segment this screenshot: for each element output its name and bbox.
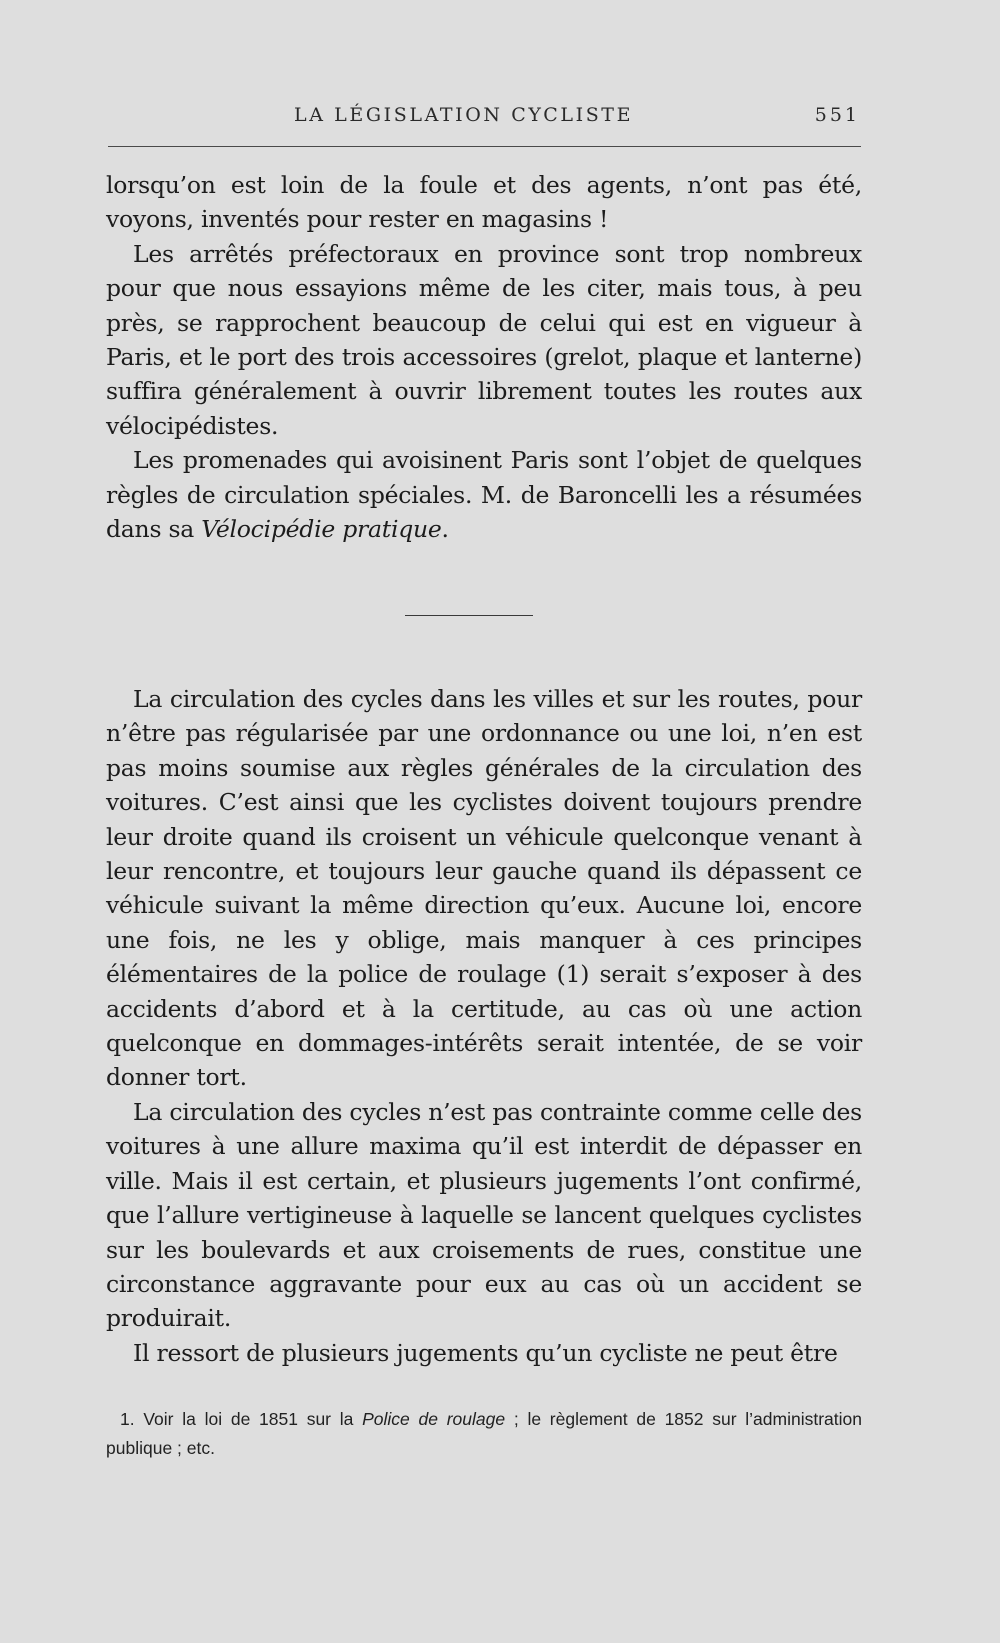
paragraph-promenades [106, 443, 862, 546]
running-head [108, 104, 860, 134]
page-number: 551 [814, 104, 860, 126]
text-block-top [106, 168, 862, 546]
text-block-bottom [106, 682, 862, 1370]
footnote-law-title: Police de roulage [362, 1409, 506, 1429]
running-title: LA LÉGISLATION CYCLISTE [294, 104, 634, 126]
header-rule [108, 146, 861, 147]
footnote [106, 1405, 862, 1463]
footnote-text [106, 1405, 862, 1463]
paragraph-promenades-end: . [441, 515, 449, 544]
paragraph-promenades-text: Les promenades qui avoisinent Paris sont l’objet de quelques règles de circulation spéciales. M. de Baroncelli les a résumées dans sa [106, 446, 862, 544]
footnote-start: 1. Voir la loi de 1851 sur la [120, 1409, 363, 1429]
paragraph-allure: La circulation des cycles n’est pas contrainte comme celle des voitures à une allure maxima qu’il est interdit de dépasser en ville. Mais il est certain, et plusieurs jugements l’ont confirmé, que l’allure vertigineuse à laquelle se lancent quelques cyclistes sur les boulevards et aux croisements de rues, constitue une circonstance aggravante pour eux au cas où un accident se produirait. [106, 1097, 862, 1333]
section-separator [405, 615, 533, 616]
paragraph-jugements: Il ressort de plusieurs jugements qu’un cycliste ne peut être [133, 1338, 838, 1367]
paragraph-circulation: La circulation des cycles dans les villes et sur les routes, pour n’être pas régularisée par une ordonnance ou une loi, n’en est pas moins soumise aux règles générales de la circulation des voitures. C’est ainsi que les cyclistes doivent toujours prendre leur droite quand ils croisent un véhicule quelconque venant à leur rencontre, et toujours leur gauche quand ils dépassent ce véhicule suivant la même direction qu’eux. Aucune loi, encore une fois, ne les y oblige, mais manquer à ces principes élémentaires de la police de roulage (1) serait s’exposer à des accidents d’abord et à la certitude, au cas où une action quelconque en dommages-intérêts serait intentée, de se voir donner tort. [106, 685, 862, 1092]
paragraph-continued: lorsqu’on est loin de la foule et des agents, n’ont pas été, voyons, inventés pour rester en magasins ! [106, 171, 862, 234]
paragraph-arretes: Les arrêtés préfectoraux en province sont trop nombreux pour que nous essayions même de les citer, mais tous, à peu près, se rapprochent beaucoup de celui qui est en vigueur à Paris, et le port des trois accessoires (grelot, plaque et lanterne) suffira généralement à ouvrir librement toutes les routes aux vélocipédistes. [106, 239, 862, 440]
footnote-end: ; le règlement de 1852 sur l’administration publique ; etc. [106, 1409, 862, 1458]
book-title: Vélocipédie pratique [201, 515, 442, 544]
